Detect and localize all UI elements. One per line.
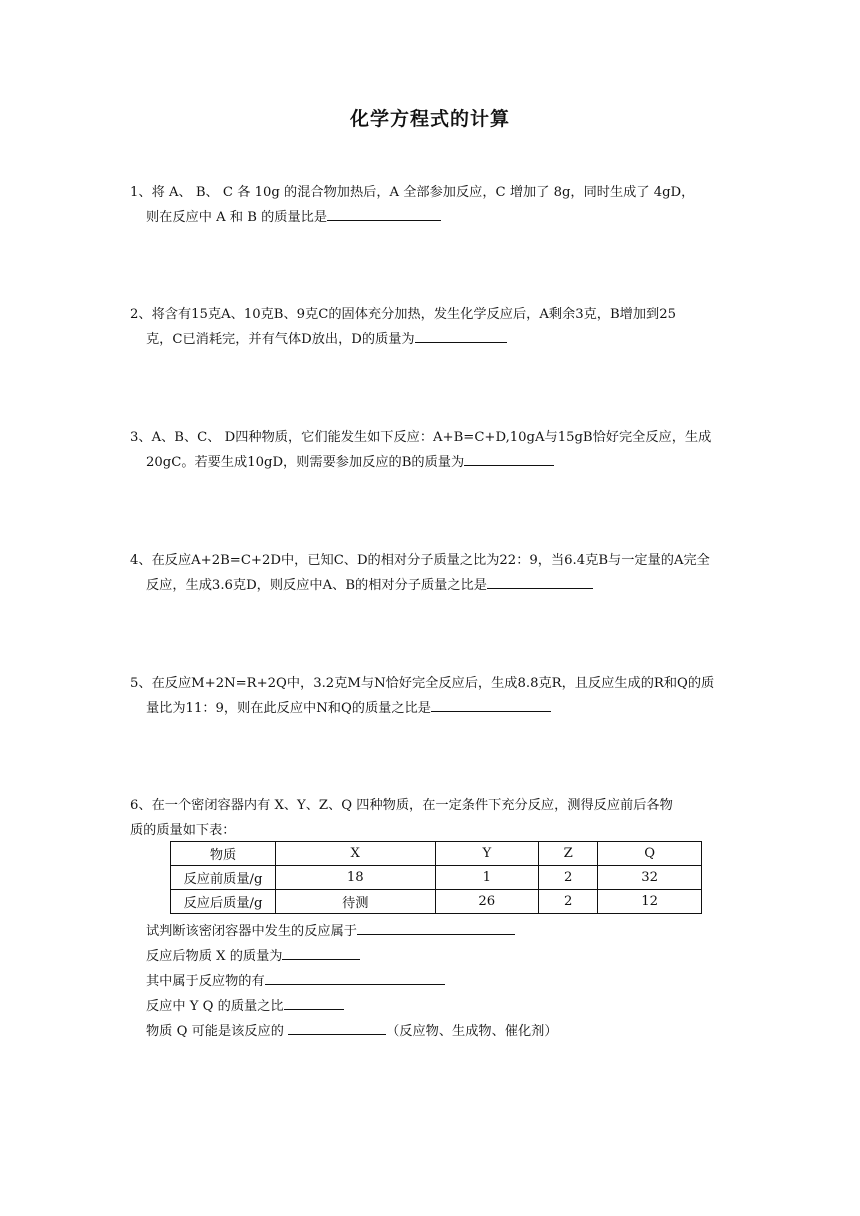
table-cell: 2	[539, 866, 598, 890]
answer-blank-4[interactable]	[487, 574, 593, 589]
subquestion-2-text: 反应后物质 X 的质量为	[146, 949, 283, 964]
subquestion-3	[146, 970, 445, 993]
answer-blank-2[interactable]	[415, 328, 507, 343]
question-2-line-1: 2、将含有15克A、10克B、9克C的固体充分加热，发生化学反应后，A剩余3克，B增加到25	[130, 307, 677, 322]
table-cell: 待测	[276, 890, 436, 914]
table-header-cell: Z	[539, 842, 598, 866]
answer-blank-6a[interactable]	[357, 920, 515, 935]
question-2	[130, 302, 732, 352]
answer-blank-6c[interactable]	[265, 970, 445, 985]
answer-blank-6d[interactable]	[284, 995, 344, 1010]
mass-table	[170, 841, 702, 914]
question-3-line-2: 20gC。若要生成10gD，则需要参加反应的B的质量为	[146, 455, 465, 470]
subquestion-2	[146, 945, 360, 968]
subquestion-5-text: 物质 Q 可能是该反应的	[146, 1024, 289, 1039]
question-2-line-2: 克，C已消耗完，并有气体D放出，D的质量为	[146, 332, 415, 347]
question-4-line-1: 4、在反应A+2B=C+2D中，已知C、D的相对分子质量之比为22：9，当6.4克B与一定量的A完全	[130, 553, 710, 568]
subquestion-5-options: （反应物、生成物、催化剂）	[386, 1024, 558, 1039]
table-cell: 32	[598, 866, 702, 890]
table-header-cell: X	[276, 842, 436, 866]
question-5-line-1: 5、在反应M+2N=R+2Q中，3.2克M与N恰好完全反应后，生成8.8克R，且反应生成的R和Q的质	[130, 676, 715, 691]
subquestion-4	[146, 995, 344, 1018]
subquestion-1	[146, 920, 515, 943]
question-3-line-1: 3、A、B、C、 D四种物质，它们能发生如下反应：A+B=C+D,10gA与15gB恰好完全反应，生成	[130, 430, 712, 445]
question-6-line-2: 质的质量如下表：	[130, 823, 236, 838]
answer-blank-6b[interactable]	[282, 945, 360, 960]
answer-blank-5[interactable]	[431, 697, 551, 712]
table-cell: 反应前质量/g	[171, 866, 276, 890]
table-cell: 12	[598, 890, 702, 914]
subquestion-1-text: 试判断该密闭容器中发生的反应属于	[146, 924, 357, 939]
question-1-line-1: 1、将 A、 B、 C 各 10g 的混合物加热后，A 全部参加反应，C 增加了 8g，同时生成了 4gD，	[130, 185, 695, 200]
question-6-line-1: 6、在一个密闭容器内有 X、Y、Z、Q 四种物质，在一定条件下充分反应，测得反应前后各物	[130, 798, 673, 813]
page-title: 化学方程式的计算	[349, 108, 510, 130]
subquestion-4-text: 反应中 Y Q 的质量之比	[146, 999, 284, 1014]
table-cell: 1	[435, 866, 539, 890]
table-header-row	[171, 842, 702, 866]
question-5	[130, 671, 732, 721]
table-cell: 18	[276, 866, 436, 890]
question-4-line-2: 反应，生成3.6克D，则反应中A、B的相对分子质量之比是	[146, 578, 487, 593]
table-cell: 2	[539, 890, 598, 914]
answer-blank-6e[interactable]	[288, 1020, 386, 1035]
question-3	[130, 425, 732, 475]
table-header-cell: Y	[435, 842, 539, 866]
subquestion-3-text: 其中属于反应物的有	[146, 974, 265, 989]
answer-blank-1[interactable]	[327, 206, 441, 221]
question-6	[130, 793, 732, 843]
table-header-cell: Q	[598, 842, 702, 866]
question-4	[130, 548, 732, 598]
table-row	[171, 890, 702, 914]
table-cell: 反应后质量/g	[171, 890, 276, 914]
table-header-cell: 物质	[171, 842, 276, 866]
question-1	[130, 180, 732, 230]
question-5-line-2: 量比为11：9，则在此反应中N和Q的质量之比是	[146, 701, 431, 716]
answer-blank-3[interactable]	[464, 451, 554, 466]
table-cell: 26	[435, 890, 539, 914]
subquestion-5	[146, 1020, 558, 1043]
table-row	[171, 866, 702, 890]
question-1-line-2: 则在反应中 A 和 B 的质量比是	[146, 210, 328, 225]
